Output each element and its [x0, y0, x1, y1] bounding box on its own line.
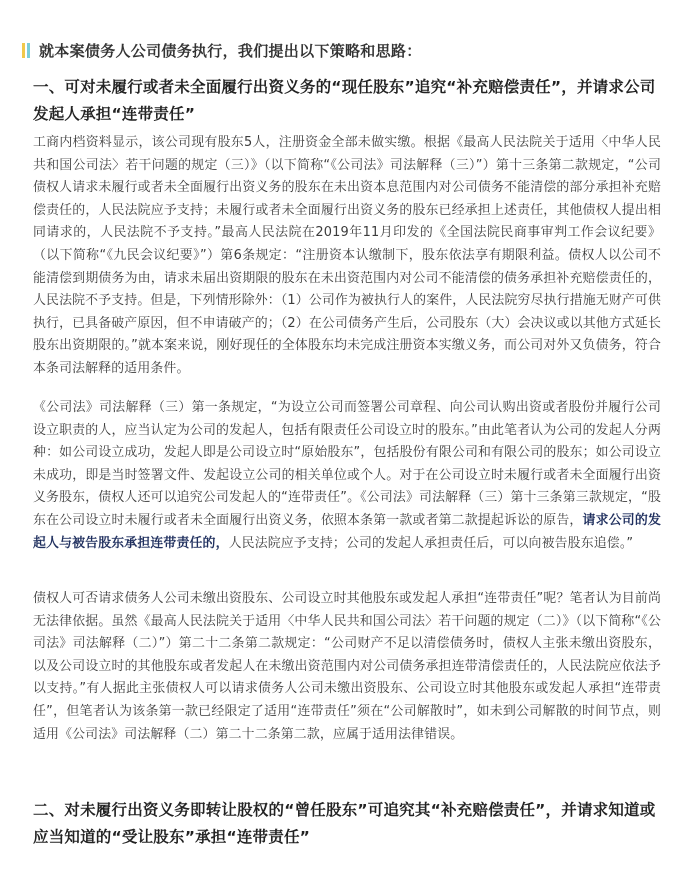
paragraph-2-emphasis: 请求公司的发起人与被告股东承担连带责任的， — [33, 512, 661, 551]
paragraph-2-part-a: 《公司法》司法解释（三）第一条规定，“为设立公司而签署公司章程、向公司认购出资或者股份并履行公司设立职责的人，应当认定为公司的发起人，包括有限责任公司设立时的股东。”由此笔者认为公司的发起人分两种：如公司设立成功，发起人即是公司设立时“原始股东”，包括股份有限公司和有限公司的股东；如公司设立未成功，即是当时签署文件、发起设立公司的相关单位或个人。对于在公司设立时未履行或者未全面履行出资义务股东，债权人还可以追究公司发起人的“连带责任”。《公司法》司法解释（三）第十三条第三款规定，“股东在公司设立时未履行或者未全面履行出资义务，依照本条第一款或者第二款提起诉讼的原告， — [33, 400, 661, 528]
paragraph-1: 工商内档资料显示，该公司现有股东5人，注册资金全部未做实缴。根据《最高人民法院关于适用〈中华人民共和国公司法〉若干问题的规定（三）》（以下简称“《公司法》司法解释（三）”）第十三条第二款规定，“公司债权人请求未履行或者未全面履行出资义务的股东在未出资本息范围内对公司债务不能清偿的部分承担补充赔偿责任的，人民法院应予支持；未履行或者未全面履行出资义务的股东已经承担上述责任，其他债权人提出相同请求的，人民法院不予支持。”最高人民法院在2019年11月印发的《全国法院民商事审判工作会议纪要》（以下简称“《九民会议纪要》”）第6条规定：“注册资本认缴制下，股东依法享有期限利益。债权人以公司不能清偿到期债务为由，请求未届出资期限的股东在未出资范围内对公司不能清偿的债务承担补充赔偿责任的，人民法院不予支持。但是，下列情形除外：（1）公司作为被执行人的案件，人民法院穷尽执行措施无财产可供执行，已具备破产原因，但不申请破产的；（2）在公司债务产生后，公司股东（大）会决议或以其他方式延长股东出资期限的。”就本案来说，刚好现任的全体股东均未完成注册资本实缴义务，而公司对外又负债务，符合本条司法解释的适用条件。 — [33, 135, 661, 376]
heading-one: 一、可对未履行或者未全面履行出资义务的“现任股东”追究“补充赔偿责任”，并请求公司发起人承担“连带责任” — [33, 78, 656, 123]
heading-two: 二、对未履行出资义务即转让股权的“曾任股东”可追究其“补充赔偿责任”，并请求知道或应当知道的“受让股东”承担“连带责任” — [33, 801, 656, 846]
intro-text: 就本案债务人公司债务执行，我们提出以下策略和思路： — [39, 42, 422, 60]
paragraph-3: 债权人可否请求债务人公司未缴出资股东、公司设立时其他股东或发起人承担“连带责任”呢？笔者认为目前尚无法律依据。虽然《最高人民法院关于适用〈中华人民共和国公司法〉若干问题的规定（二）》（以下简称“《公司法》司法解释（二）”）第二十二条第二款规定：“公司财产不足以清偿债务时，债权人主张未缴出资股东，以及公司设立时的其他股东或者发起人在未缴出资范围内对公司债务承担连带清偿责任的，人民法院应依法予以支持。”有人据此主张债权人可以请求债务人公司未缴出资股东、公司设立时其他股东或发起人承担“连带责任”，但笔者认为该条第一款已经限定了适用“连带责任”须在“公司解散时”，如未到公司解散的时间节点，则适用《公司法》司法解释（二）第二十二条第二款，应属于适用法律错误。 — [33, 591, 661, 742]
paragraph-2-part-c: 人民法院应予支持；公司的发起人承担责任后，可以向被告股东追偿。” — [228, 535, 634, 551]
section-marker-icon — [22, 43, 30, 58]
paragraph-2 — [33, 397, 661, 555]
intro-line — [22, 40, 422, 61]
